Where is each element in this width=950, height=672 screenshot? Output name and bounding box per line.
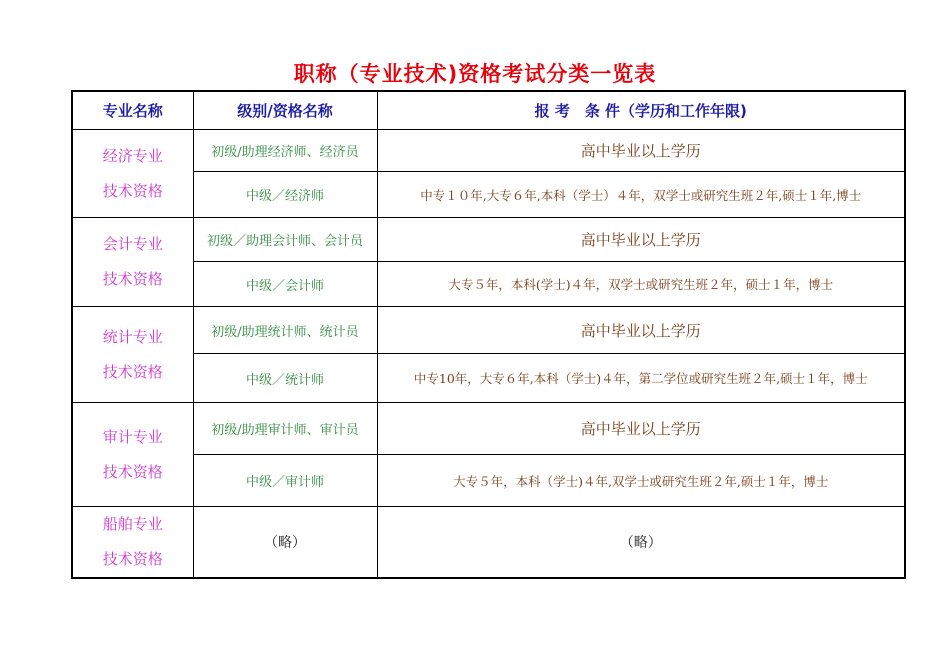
- level-cell: 中级／经济师: [193, 172, 377, 218]
- level-cell: （略）: [193, 507, 377, 579]
- level-cell: 中级／统计师: [193, 354, 377, 403]
- category-cell-economics: [72, 130, 193, 218]
- category-label-line1: 经济专业: [102, 146, 163, 165]
- requirement-cell: （略）: [377, 507, 905, 579]
- category-label-line2: 技术资格: [102, 462, 163, 481]
- level-cell: 中级／会计师: [193, 262, 377, 307]
- table-header-row: [72, 91, 905, 130]
- table-row: [72, 262, 905, 307]
- category-cell-accounting: [72, 218, 193, 307]
- requirement-cell: 大专５年，本科（学士)４年,双学士或研究生班２年,硕士１年，博士: [377, 455, 905, 507]
- header-level: 级别/资格名称: [193, 91, 377, 130]
- table-row: [72, 455, 905, 507]
- category-label-line2: 技术资格: [102, 270, 163, 288]
- category-label-line2: 技术资格: [102, 550, 163, 568]
- category-label-line2: 技术资格: [102, 181, 163, 200]
- table-row: [72, 130, 905, 172]
- level-cell: 初级/助理经济师、经济员: [193, 130, 377, 172]
- requirement-cell: 中专１０年,大专６年,本科（学士）４年，双学士或研究生班２年,硕士１年,博士: [377, 172, 905, 218]
- requirement-cell: 高中毕业以上学历: [377, 403, 905, 455]
- category-label-line1: 会计专业: [102, 235, 163, 253]
- table-row: [72, 354, 905, 403]
- table-row: [72, 172, 905, 218]
- category-label-line1: 船舶专业: [102, 515, 163, 533]
- category-cell-audit: [72, 403, 193, 507]
- level-cell: 初级/助理审计师、审计员: [193, 403, 377, 455]
- level-cell: 中级／审计师: [193, 455, 377, 507]
- header-requirement: 报 考 条 件（学历和工作年限): [377, 91, 905, 130]
- table-row: [72, 507, 905, 579]
- category-cell-shipping: [72, 507, 193, 579]
- table-row: [72, 403, 905, 455]
- level-cell: 初级／助理会计师、会计员: [193, 218, 377, 262]
- requirement-cell: 高中毕业以上学历: [377, 218, 905, 262]
- level-cell: 初级/助理统计师、统计员: [193, 307, 377, 354]
- category-label-line2: 技术资格: [102, 362, 163, 381]
- table-row: [72, 307, 905, 354]
- qualification-table: [71, 90, 906, 579]
- requirement-cell: 中专10年，大专６年,本科（学士)４年，第二学位或研究生班２年,硕士１年，博士: [377, 354, 905, 403]
- requirement-cell: 高中毕业以上学历: [377, 130, 905, 172]
- requirement-cell: 大专５年，本科(学士)４年，双学士或研究生班２年，硕士１年，博士: [377, 262, 905, 307]
- document-title: 职称（专业技术)资格考试分类一览表: [293, 62, 657, 86]
- requirement-cell: 高中毕业以上学历: [377, 307, 905, 354]
- category-cell-statistics: [72, 307, 193, 403]
- category-label-line1: 审计专业: [102, 427, 163, 446]
- table-row: [72, 218, 905, 262]
- header-category: 专业名称: [72, 91, 193, 130]
- category-label-line1: 统计专业: [102, 327, 163, 346]
